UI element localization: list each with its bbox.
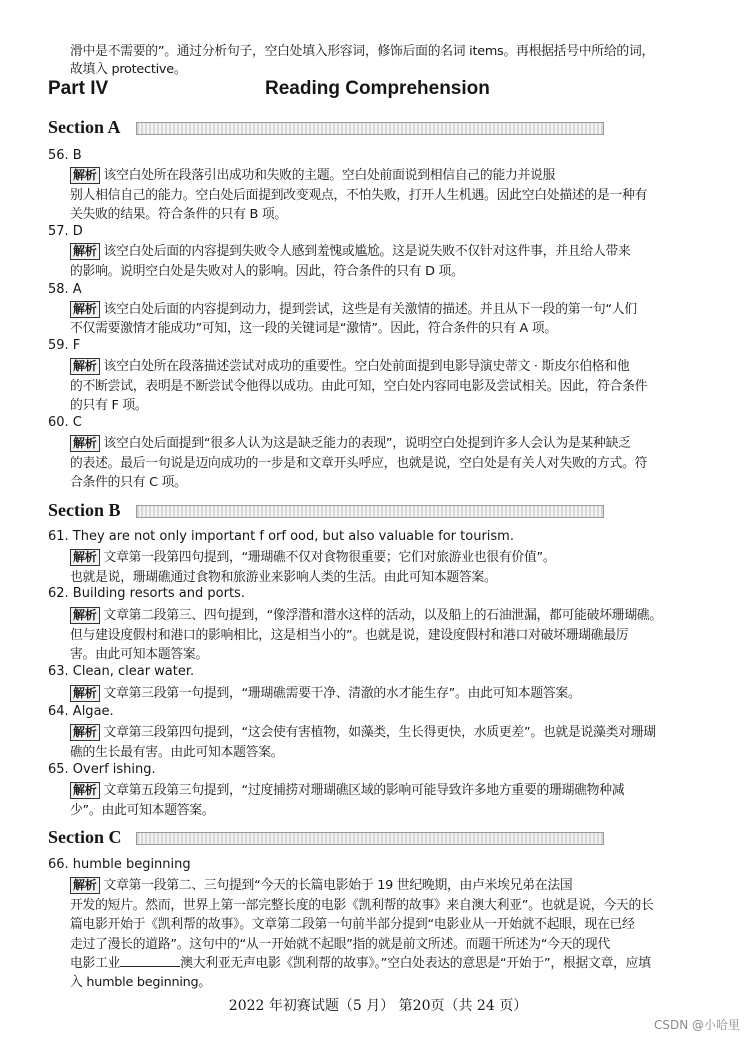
answer-60: 60. C: [48, 415, 82, 430]
q66-line: 篇电影开始于《凯利帮的故事》。文章第二段第一句前半部分提到“电影业从一开始就不起眼，现在已经: [70, 917, 635, 932]
q59-line: 该空白处所在段落描述尝试对成功的重要性。空白处前面提到电影导演史蒂文 · 斯皮尔伯格和他: [103, 359, 630, 374]
answer-56: 56. B: [48, 148, 82, 163]
q59-line: 的只有 F 项。: [70, 398, 148, 413]
answer-64: 64. Algae.: [48, 704, 114, 719]
q62-line: 文章第二段第三、四句提到，“像浮潜和潜水这样的活动，以及船上的石油泄漏，都可能破坏珊瑚礁。: [103, 608, 662, 623]
intro-line-1: 滑中是不需要的”。通过分析句子，空白处填入形容词，修饰后面的名词 items。再根据括号中所给的词，: [70, 44, 655, 59]
q60-line: 该空白处后面提到“很多人认为这是缺乏能力的表现”，说明空白处提到许多人会认为是某种缺乏: [103, 436, 631, 451]
section-bar: [136, 505, 604, 518]
answer-57: 57. D: [48, 224, 83, 239]
q64-line: 礁的生长最有害。由此可知本题答案。: [70, 745, 284, 760]
q64-line: 文章第三段第四句提到，“这会使有害植物，如藻类，生长得更快，水质更差”。也就是说藻类对珊瑚: [103, 725, 656, 740]
answer-59: 59. F: [48, 338, 81, 353]
intro-line-2: 故填入 protective。: [70, 62, 187, 77]
part-label: Part IV: [48, 78, 109, 99]
q57-line: 该空白处后面的内容提到失败令人感到羞愧或尴尬。这是说失败不仅针对这件事，并且给人带来: [103, 244, 631, 259]
analysis-tag: 解析: [70, 167, 100, 184]
q66-line: 开发的短片。然而，世界上第一部完整长度的电影《凯利帮的故事》来自澳大利亚”。也就是说，今天的长: [70, 898, 654, 913]
q66-prefix: 电影工业: [70, 956, 121, 971]
answer-65: 65. Overf ishing.: [48, 762, 156, 777]
analysis-tag: 解析: [70, 243, 100, 260]
section-c-label: Section C: [48, 827, 122, 847]
analysis-tag: 解析: [70, 607, 100, 624]
q66-line: 澳大利亚无声电影《凯利帮的故事》。”空白处表达的意思是“开始于”，根据文章，应填: [180, 956, 651, 971]
q56-line: 别人相信自己的能力。空白处后面提到改变观点，不怕失败，打开人生机遇。因此空白处描述的是一种有: [70, 188, 648, 203]
answer-61: 61. They are not only important f orf ood, but also valuable for tourism.: [48, 529, 514, 544]
q63-line: 文章第三段第一句提到，“珊瑚礁需要干净、清澈的水才能生存”。由此可知本题答案。: [103, 686, 581, 701]
part-title: Reading Comprehension: [265, 78, 490, 99]
watermark: CSDN @小哈里: [653, 1018, 740, 1032]
analysis-tag: 解析: [70, 724, 100, 741]
q62-line: 害。由此可知本题答案。: [70, 647, 209, 662]
page-footer: 2022 年初赛试题（5 月） 第20页（共 24 页）: [228, 998, 528, 1014]
q65-line: 少”。由此可知本题答案。: [70, 803, 215, 818]
analysis-tag: 解析: [70, 877, 100, 894]
q66-line: 入 humble beginning。: [70, 975, 211, 990]
analysis-tag: 解析: [70, 782, 100, 799]
analysis-tag: 解析: [70, 549, 100, 566]
answer-blank: [120, 954, 180, 967]
section-b-label: Section B: [48, 500, 121, 520]
q66-line: 走过了漫长的道路”。这句中的“从一开始就不起眼”指的就是前文所述。而题干所述为“今天的现代: [70, 937, 610, 952]
q65-line: 文章第五段第三句提到，“过度捕捞对珊瑚礁区域的影响可能导致许多地方重要的珊瑚礁物种减: [103, 783, 625, 798]
q57-line: 的影响。说明空白处是失败对人的影响。因此，符合条件的只有 D 项。: [70, 264, 464, 279]
q60-line: 的表述。最后一句说是迈向成功的一步是和文章开头呼应，也就是说，空白处是有关人对失败的方式。符: [70, 456, 648, 471]
q58-line: 该空白处后面的内容提到动力，提到尝试，这些是有关激情的描述。并且从下一段的第一句“人们: [103, 302, 637, 317]
section-bar: [136, 122, 604, 135]
answer-58: 58. A: [48, 282, 82, 297]
answer-63: 63. Clean, clear water.: [48, 664, 195, 679]
analysis-tag: 解析: [70, 435, 100, 452]
q66-line: 文章第一段第二、三句提到“今天的长篇电影始于 19 世纪晚期，由卢米埃兄弟在法国: [103, 878, 573, 893]
q62-line: 但与建设度假村和港口的影响相比，这是相当小的”。也就是说，建设度假村和港口对破坏珊瑚礁最厉: [70, 628, 629, 643]
q58-line: 不仅需要激情才能成功”可知，这一段的关键词是“激情”。因此，符合条件的只有 A 项。: [70, 321, 557, 336]
analysis-tag: 解析: [70, 358, 100, 375]
q61-line: 也就是说，珊瑚礁通过食物和旅游业来影响人类的生活。由此可知本题答案。: [70, 570, 497, 585]
q59-line: 的不断尝试，表明是不断尝试令他得以成功。由此可知，空白处内容同电影及尝试相关。因此，符合条件: [70, 379, 648, 394]
q60-line: 合条件的只有 C 项。: [70, 475, 187, 490]
analysis-tag: 解析: [70, 301, 100, 318]
answer-66: 66. humble beginning: [48, 857, 191, 872]
q61-line: 文章第一段第四句提到，“珊瑚礁不仅对食物很重要；它们对旅游业也很有价值”。: [103, 550, 556, 565]
q56-line: 该空白处所在段落引出成功和失败的主题。空白处前面说到相信自己的能力并说服: [103, 168, 556, 183]
section-a-label: Section A: [48, 117, 121, 137]
section-bar: [136, 832, 604, 845]
q56-line: 关失败的结果。符合条件的只有 B 项。: [70, 207, 287, 222]
answer-62: 62. Building resorts and ports.: [48, 586, 245, 601]
analysis-tag: 解析: [70, 685, 100, 702]
